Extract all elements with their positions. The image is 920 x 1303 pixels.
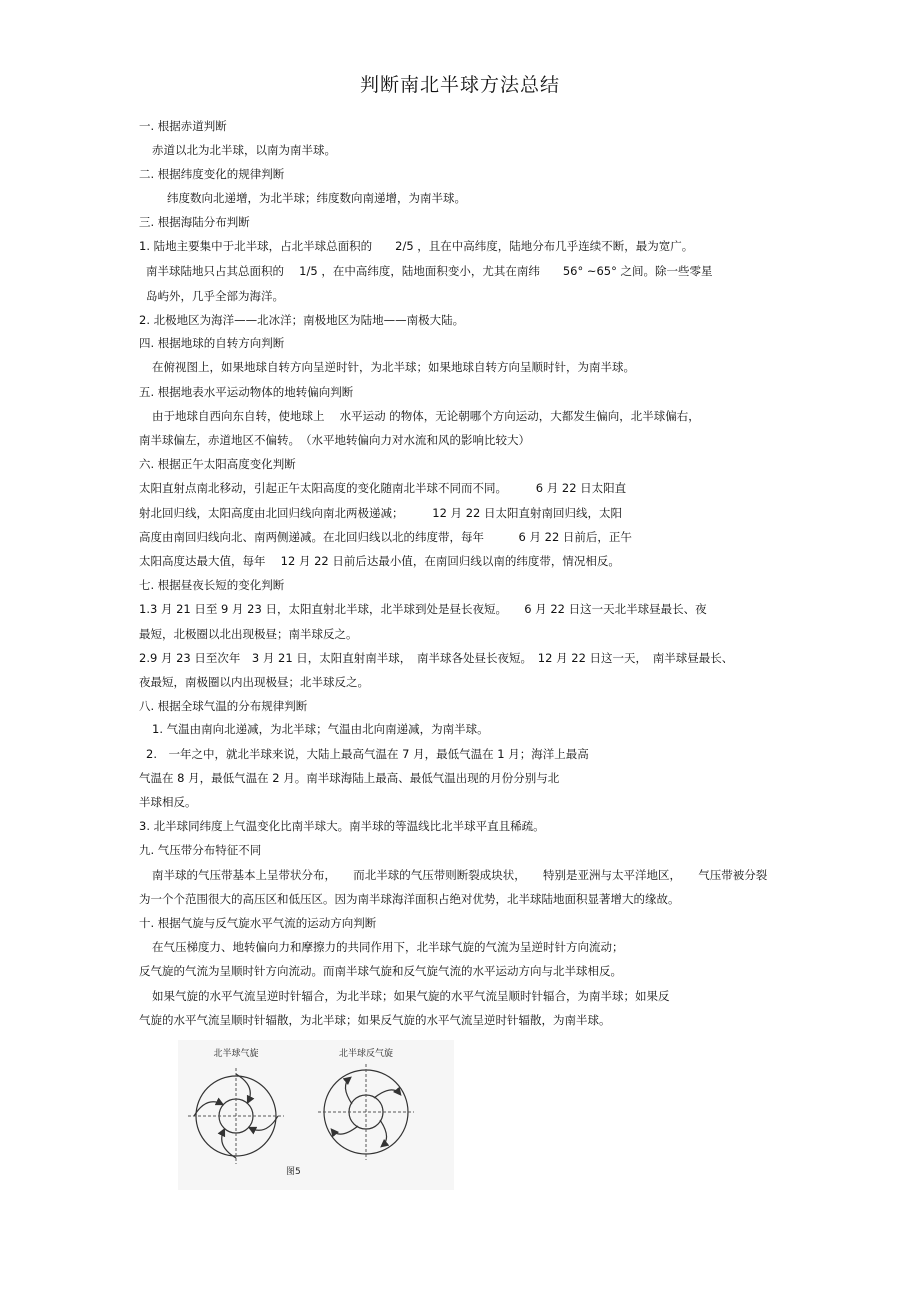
paragraph-line: 南半球陆地只占其总面积的 1/5 ，在中高纬度，陆地面积变小，尤其在南纬 56° ~65° 之间。除一些零星 xyxy=(146,264,713,278)
cyclone-diagram xyxy=(178,1040,454,1190)
cyclone-label: 北半球气旋 xyxy=(213,1049,259,1059)
section-heading-3: 三. 根据海陆分布判断 xyxy=(139,215,250,229)
cyclone-figure xyxy=(178,1040,454,1190)
section-heading-7: 七. 根据昼夜长短的变化判断 xyxy=(139,578,285,592)
paragraph-line: 夜最短，南极圈以内出现极昼；北半球反之。 xyxy=(139,675,369,689)
paragraph-line: 太阳高度达最大值，每年 12 月 22 日前后达最小值，在南回归线以南的纬度带，情况相反。 xyxy=(139,554,620,568)
paragraph-line: 3. 北半球同纬度上气温变化比南半球大。南半球的等温线比北半球平直且稀疏。 xyxy=(139,819,545,833)
paragraph-line: 岛屿外，几乎全部为海洋。 xyxy=(146,289,284,303)
paragraph-line: 气旋的水平气流呈顺时针辐散，为北半球；如果反气旋的水平气流呈逆时针辐散，为南半球。 xyxy=(139,1013,611,1027)
paragraph-line: 射北回归线，太阳高度由北回归线向南北两极递减； 12 月 22 日太阳直射南回归线，太阳 xyxy=(139,506,622,520)
section-heading-10: 十. 根据气旋与反气旋水平气流的运动方向判断 xyxy=(139,916,377,930)
paragraph-line: 南半球偏左，赤道地区不偏转。 （水平地转偏向力对水流和风的影响比较大） xyxy=(139,433,530,447)
paragraph-line: 南半球的气压带基本上呈带状分布， 而北半球的气压带则断裂成块状， 特别是亚洲与太平洋地区， 气压带被分裂 xyxy=(152,868,768,882)
paragraph-line: 反气旋的气流为呈顺时针方向流动。而南半球气旋和反气旋气流的水平运动方向与北半球相反。 xyxy=(139,964,622,978)
anticyclone-label: 北半球反气旋 xyxy=(338,1049,394,1059)
section-heading-8: 八. 根据全球气温的分布规律判断 xyxy=(139,699,308,713)
paragraph-line: 在气压梯度力、地转偏向力和摩擦力的共同作用下，北半球气旋的气流为呈逆时针方向流动； xyxy=(152,940,624,954)
paragraph-line: 最短，北极圈以北出现极昼；南半球反之。 xyxy=(139,627,358,641)
paragraph-line: 太阳直射点南北移动，引起正午太阳高度的变化随南北半球不同而不同。 6 月 22 日太阳直 xyxy=(139,481,627,495)
paragraph-line: 由于地球自西向东自转，使地球上 水平运动 的物体，无论朝哪个方向运动，大都发生偏向，北半球偏右， xyxy=(152,409,700,423)
paragraph-line: 2.9 月 23 日至次年 3 月 21 日，太阳直射南半球， 南半球各处昼长夜短。 12 月 22 日这一天， 南半球昼最长、 xyxy=(139,651,734,665)
paragraph-line: 高度由南回归线向北、南两侧递减。在北回归线以北的纬度带，每年 6 月 22 日前后，正午 xyxy=(139,530,632,544)
figure-caption: 图5 xyxy=(286,1167,301,1177)
paragraph-line: 如果气旋的水平气流呈逆时针辐合，为北半球；如果气旋的水平气流呈顺时针辐合，为南半球；如果反 xyxy=(152,989,670,1003)
paragraph-line: 2. 北极地区为海洋——北冰洋；南极地区为陆地——南极大陆。 xyxy=(139,313,465,327)
page-title: 判断南北半球方法总结 xyxy=(359,74,560,96)
paragraph-line: 在俯视图上，如果地球自转方向呈逆时针，为北半球；如果地球自转方向呈顺时针，为南半球。 xyxy=(152,360,635,374)
paragraph-line: 为一个个范围很大的高压区和低压区。因为南半球海洋面积占绝对优势，北半球陆地面积显著增大的缘故。 xyxy=(139,892,680,906)
paragraph-line: 1.3 月 21 日至 9 月 23 日，太阳直射北半球，北半球到处是昼长夜短。 6 月 22 日这一天北半球昼最长、夜 xyxy=(139,602,707,616)
section-heading-4: 四. 根据地球的自转方向判断 xyxy=(139,336,285,350)
section-heading-5: 五. 根据地表水平运动物体的地转偏向判断 xyxy=(139,385,354,399)
paragraph-line: 1. 陆地主要集中于北半球，占北半球总面积的 2/5 ，且在中高纬度，陆地分布几乎连续不断，最为宽广。 xyxy=(139,239,694,253)
paragraph-line: 2. 一年之中，就北半球来说，大陆上最高气温在 7 月，最低气温在 1 月；海洋上最高 xyxy=(146,747,589,761)
paragraph-line: 半球相反。 xyxy=(139,795,197,809)
section-heading-1: 一. 根据赤道判断 xyxy=(139,119,227,133)
paragraph-line: 气温在 8 月，最低气温在 2 月。南半球海陆上最高、最低气温出现的月份分别与北 xyxy=(139,771,560,785)
paragraph-line: 赤道以北为北半球，以南为南半球。 xyxy=(152,143,336,157)
paragraph-line: 1. 气温由南向北递减，为北半球；气温由北向南递减，为南半球。 xyxy=(152,722,489,736)
section-heading-6: 六. 根据正午太阳高度变化判断 xyxy=(139,457,296,471)
paragraph-line: 纬度数向北递增，为北半球；纬度数向南递增，为南半球。 xyxy=(167,191,466,205)
section-heading-2: 二. 根据纬度变化的规律判断 xyxy=(139,167,285,181)
section-heading-9: 九. 气压带分布特征不同 xyxy=(139,843,262,857)
